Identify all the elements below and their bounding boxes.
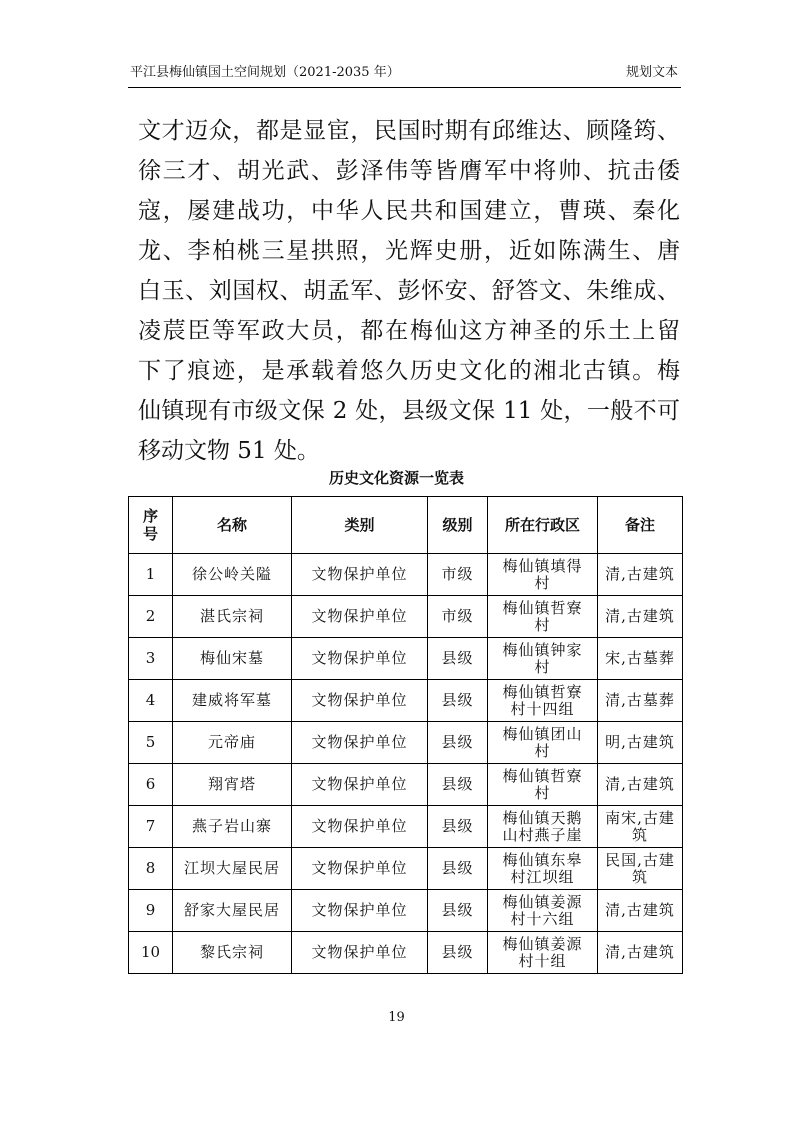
body-line: 徐三才、胡光武、彭泽伟等皆膺军中将帅、抗击倭 [138, 158, 680, 184]
table-row [129, 722, 683, 764]
cell-name: 舒家大屋民居 [173, 890, 292, 932]
body-line: 白玉、刘国权、胡孟军、彭怀安、舒答文、朱维成、 [138, 278, 680, 304]
cell-location: 梅仙镇钟家村 [488, 638, 598, 680]
header-name: 名称 [173, 497, 292, 554]
cell-no: 2 [129, 596, 173, 638]
header-level: 级别 [428, 497, 488, 554]
cell-location: 梅仙镇哲寮村 [488, 596, 598, 638]
table-row [129, 554, 683, 596]
header-category: 类别 [292, 497, 428, 554]
body-line: 文才迈众，都是显宦，民国时期有邱维达、顾隆筠、 [138, 118, 680, 144]
body-line: 移动文物 51 处。 [138, 438, 320, 464]
cell-category: 文物保护单位 [292, 596, 428, 638]
cell-level: 县级 [428, 932, 488, 974]
cell-name: 江坝大屋民居 [173, 848, 292, 890]
cell-name: 建威将军墓 [173, 680, 292, 722]
cell-category: 文物保护单位 [292, 890, 428, 932]
cell-category: 文物保护单位 [292, 848, 428, 890]
page-number: 19 [388, 1010, 405, 1025]
cell-remark: 明,古建筑 [598, 722, 683, 764]
cell-no: 10 [129, 932, 173, 974]
cell-no: 5 [129, 722, 173, 764]
cell-category: 文物保护单位 [292, 722, 428, 764]
table-header-row [129, 497, 683, 554]
body-line: 寇，屡建战功，中华人民共和国建立，曹瑛、秦化 [138, 198, 680, 224]
cell-level: 县级 [428, 806, 488, 848]
heritage-table [128, 496, 683, 974]
cell-category: 文物保护单位 [292, 680, 428, 722]
table-title: 历史文化资源一览表 [328, 469, 464, 487]
cell-location: 梅仙镇团山村 [488, 722, 598, 764]
cell-category: 文物保护单位 [292, 554, 428, 596]
body-line: 龙、李柏桃三星拱照，光辉史册，近如陈满生、唐 [138, 238, 680, 264]
body-paragraph [138, 111, 680, 471]
table-row [129, 848, 683, 890]
body-line: 凌莀臣等军政大员，都在梅仙这方神圣的乐土上留 [138, 318, 680, 344]
table-row [129, 596, 683, 638]
cell-location: 梅仙镇姜源村十组 [488, 932, 598, 974]
cell-name: 黎氏宗祠 [173, 932, 292, 974]
table-row [129, 764, 683, 806]
header-no: 序号 [129, 497, 173, 554]
cell-level: 县级 [428, 638, 488, 680]
cell-location: 梅仙镇填得村 [488, 554, 598, 596]
cell-name: 燕子岩山寨 [173, 806, 292, 848]
header-rule [128, 87, 681, 88]
table-row [129, 932, 683, 974]
cell-no: 9 [129, 890, 173, 932]
cell-name: 湛氏宗祠 [173, 596, 292, 638]
cell-level: 县级 [428, 890, 488, 932]
cell-remark: 清,古建筑 [598, 554, 683, 596]
cell-remark: 宋,古墓葬 [598, 638, 683, 680]
cell-remark: 清,古建筑 [598, 596, 683, 638]
cell-no: 8 [129, 848, 173, 890]
cell-remark: 南宋,古建筑 [598, 806, 683, 848]
cell-level: 市级 [428, 554, 488, 596]
cell-category: 文物保护单位 [292, 932, 428, 974]
table-row [129, 806, 683, 848]
running-header [130, 64, 678, 82]
document-title: 平江县梅仙镇国土空间规划（2021-2035 年） [130, 65, 400, 80]
cell-location: 梅仙镇东皋村江坝组 [488, 848, 598, 890]
header-remark: 备注 [598, 497, 683, 554]
cell-no: 4 [129, 680, 173, 722]
cell-name: 梅仙宋墓 [173, 638, 292, 680]
cell-level: 县级 [428, 764, 488, 806]
cell-name: 元帝庙 [173, 722, 292, 764]
cell-no: 7 [129, 806, 173, 848]
cell-level: 县级 [428, 680, 488, 722]
cell-level: 县级 [428, 722, 488, 764]
cell-category: 文物保护单位 [292, 764, 428, 806]
cell-location: 梅仙镇哲寮村十四组 [488, 680, 598, 722]
cell-name: 翔宵塔 [173, 764, 292, 806]
body-line: 仙镇现有市级文保 2 处，县级文保 11 处，一般不可 [138, 398, 680, 424]
body-line: 下了痕迹，是承载着悠久历史文化的湘北古镇。梅 [138, 358, 680, 384]
cell-remark: 清,古建筑 [598, 932, 683, 974]
cell-remark: 民国,古建筑 [598, 848, 683, 890]
cell-name: 徐公岭关隘 [173, 554, 292, 596]
cell-remark: 清,古建筑 [598, 764, 683, 806]
cell-level: 县级 [428, 848, 488, 890]
cell-remark: 清,古建筑 [598, 890, 683, 932]
table-row [129, 638, 683, 680]
cell-remark: 清,古墓葬 [598, 680, 683, 722]
cell-no: 6 [129, 764, 173, 806]
cell-location: 梅仙镇姜源村十六组 [488, 890, 598, 932]
document-type: 规划文本 [625, 65, 678, 80]
cell-location: 梅仙镇哲寮村 [488, 764, 598, 806]
header-location: 所在行政区 [488, 497, 598, 554]
cell-category: 文物保护单位 [292, 806, 428, 848]
cell-no: 3 [129, 638, 173, 680]
table-row [129, 890, 683, 932]
cell-level: 市级 [428, 596, 488, 638]
table-row [129, 680, 683, 722]
cell-category: 文物保护单位 [292, 638, 428, 680]
cell-no: 1 [129, 554, 173, 596]
cell-location: 梅仙镇天鹅山村燕子崖 [488, 806, 598, 848]
